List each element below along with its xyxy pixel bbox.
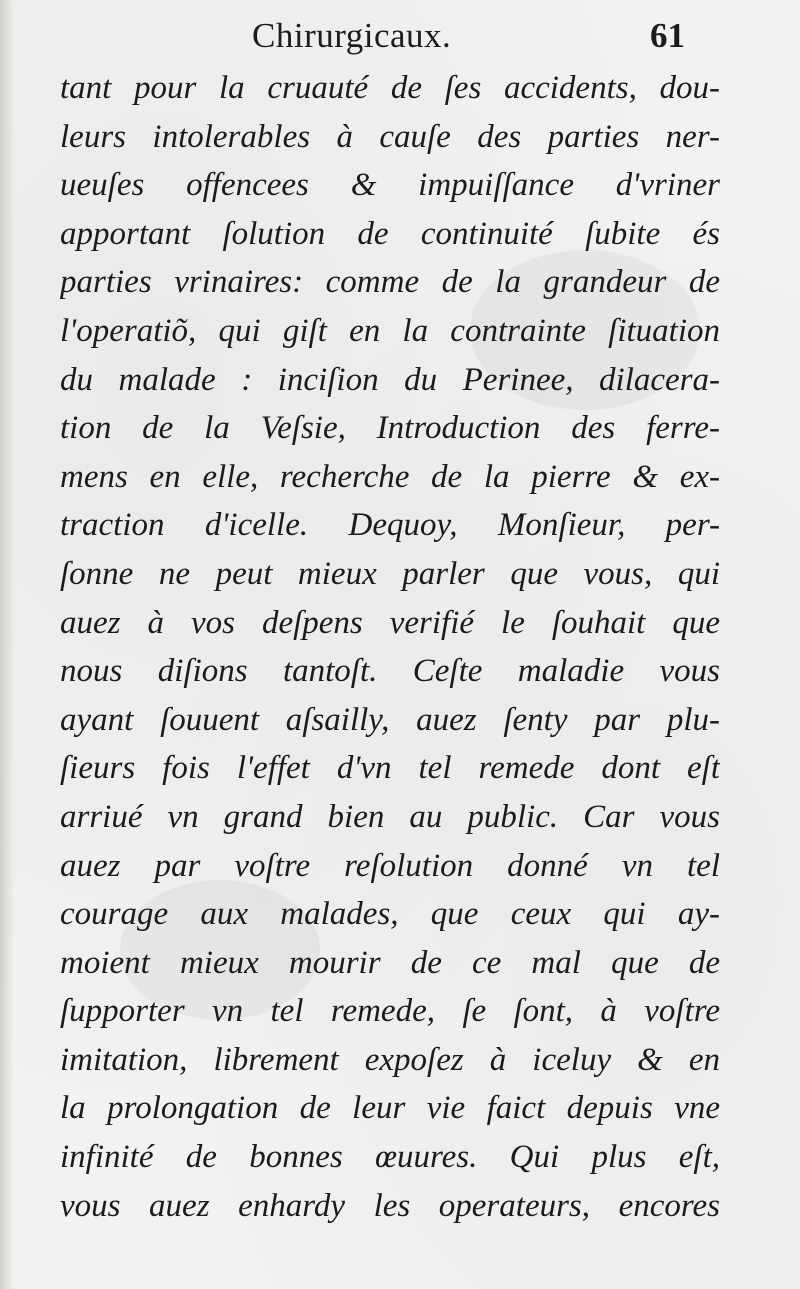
page-header (0, 14, 800, 58)
text-line: ſieurs fois l'effet d'vn tel remede dont eſt (60, 750, 720, 787)
page-gutter-shadow (0, 0, 14, 1289)
text-line: parties vrinaires: comme de la grandeur de (60, 264, 720, 301)
text-line: traction d'icelle. Dequoy, Monſieur, per- (60, 507, 720, 544)
text-line: vous auez enhardy les operateurs, encores (60, 1187, 720, 1224)
text-line: tion de la Veſsie, Introduction des ferre- (60, 410, 720, 447)
text-line: ſonne ne peut mieux parler que vous, qui (60, 555, 720, 592)
body-text (60, 64, 720, 1230)
text-line: nous diſions tantoſt. Ceſte maladie vous (60, 653, 720, 690)
text-line: ſupporter vn tel remede, ſe ſont, à voſtre (60, 993, 720, 1030)
text-line: auez à vos deſpens verifié le ſouhait que (60, 604, 720, 641)
text-line: auez par voſtre reſolution donné vn tel (60, 847, 720, 884)
text-line: infinité de bonnes œuures. Qui plus eſt, (60, 1139, 720, 1176)
text-line: ueuſes offencees & impuiſſance d'vriner (60, 167, 720, 204)
text-line: imitation, librement expoſez à iceluy & en (60, 1041, 720, 1078)
text-line: mens en elle, recherche de la pierre & ex- (60, 458, 720, 495)
text-line: leurs intolerables à cauſe des parties ner- (60, 118, 720, 155)
text-line: arriué vn grand bien au public. Car vous (60, 798, 720, 835)
text-line: tant pour la cruauté de ſes accidents, dou- (60, 70, 720, 106)
text-line: la prolongation de leur vie faict depuis vne (60, 1090, 720, 1127)
text-line: courage aux malades, que ceux qui ay- (60, 896, 720, 933)
text-line: l'operatiõ, qui giſt en la contrainte ſituation (60, 312, 720, 349)
text-line: moient mieux mourir de ce mal que de (60, 944, 720, 981)
page-number: 61 (650, 16, 685, 55)
text-line: apportant ſolution de continuité ſubite és (60, 215, 720, 252)
text-line: ayant ſouuent aſsailly, auez ſenty par plu- (60, 701, 720, 738)
running-head: Chirurgicaux. (252, 16, 452, 55)
text-line: du malade : inciſion du Perinee, dilacera- (60, 361, 720, 398)
